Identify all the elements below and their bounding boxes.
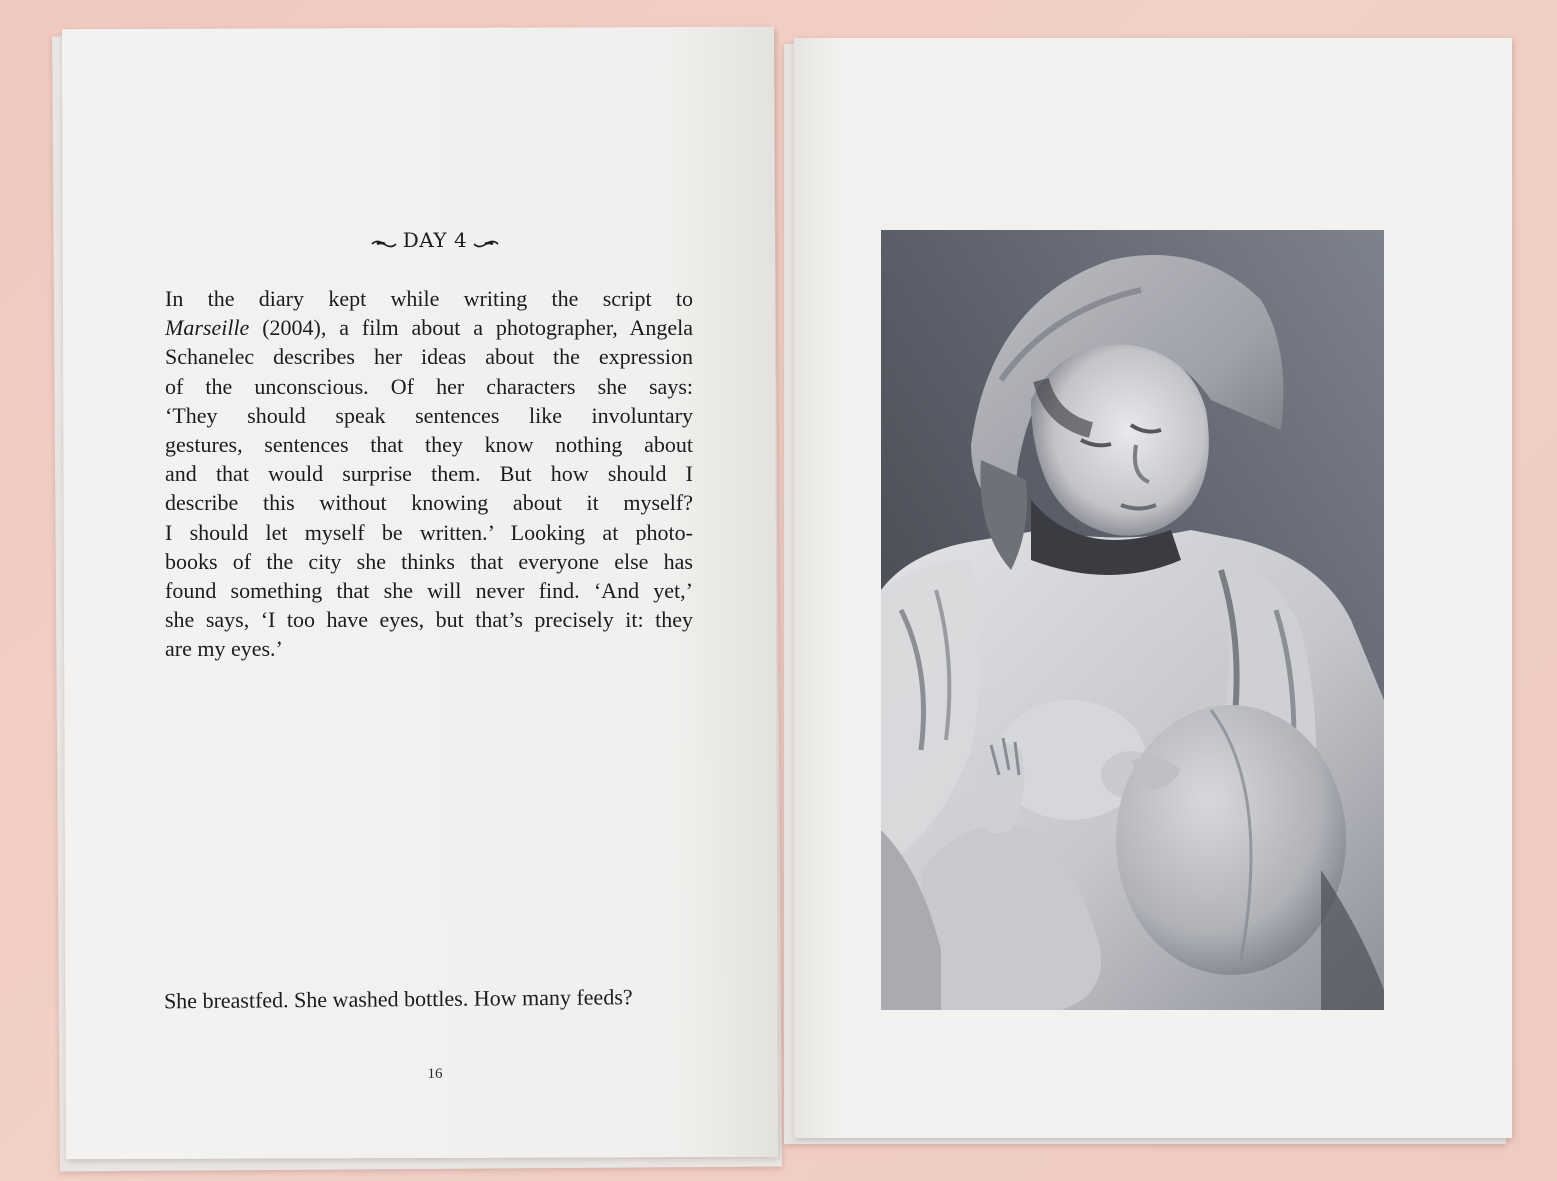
chapter-heading [360, 228, 510, 254]
paragraph-line: she says, ‘I too have eyes, but that’s precisely it: they [165, 607, 693, 633]
ornament-right-icon [473, 230, 499, 254]
body-paragraph [165, 284, 693, 664]
paragraph-line: gestures, sentences that they know nothing about [165, 432, 693, 458]
ornament-left-icon [371, 230, 397, 254]
paragraph-line: I should let myself be written.’ Looking at photo- [165, 519, 693, 545]
paragraph-line [165, 313, 693, 342]
paragraph-line: found something that she will never find. ‘And yet,’ [165, 578, 693, 604]
paragraph-line: describe this without knowing about it myself? [165, 490, 693, 516]
paragraph-line: ‘They should speak sentences like involuntary [165, 402, 693, 428]
paragraph-line: of the unconscious. Of her characters she says: [165, 373, 693, 399]
paragraph-line: and that would surprise them. But how should I [165, 461, 693, 487]
paragraph-line: are my eyes.’ [165, 636, 283, 662]
page-number: 16 [427, 1066, 443, 1082]
paragraph-line-rest: (2004), a film about a photographer, Angela [249, 315, 693, 341]
film-title: Marseille [165, 315, 250, 341]
paragraph-line: Schanelec describes her ideas about the expression [165, 344, 693, 370]
paragraph-line: In the diary kept while writing the script to [165, 286, 693, 311]
sculpture-photo [881, 230, 1384, 1010]
closing-line: She breastfed. She washed bottles. How many feeds? [163, 984, 633, 1014]
paragraph-line: books of the city she thinks that everyone else has [165, 548, 693, 574]
chapter-heading-text: DAY 4 [402, 228, 468, 252]
